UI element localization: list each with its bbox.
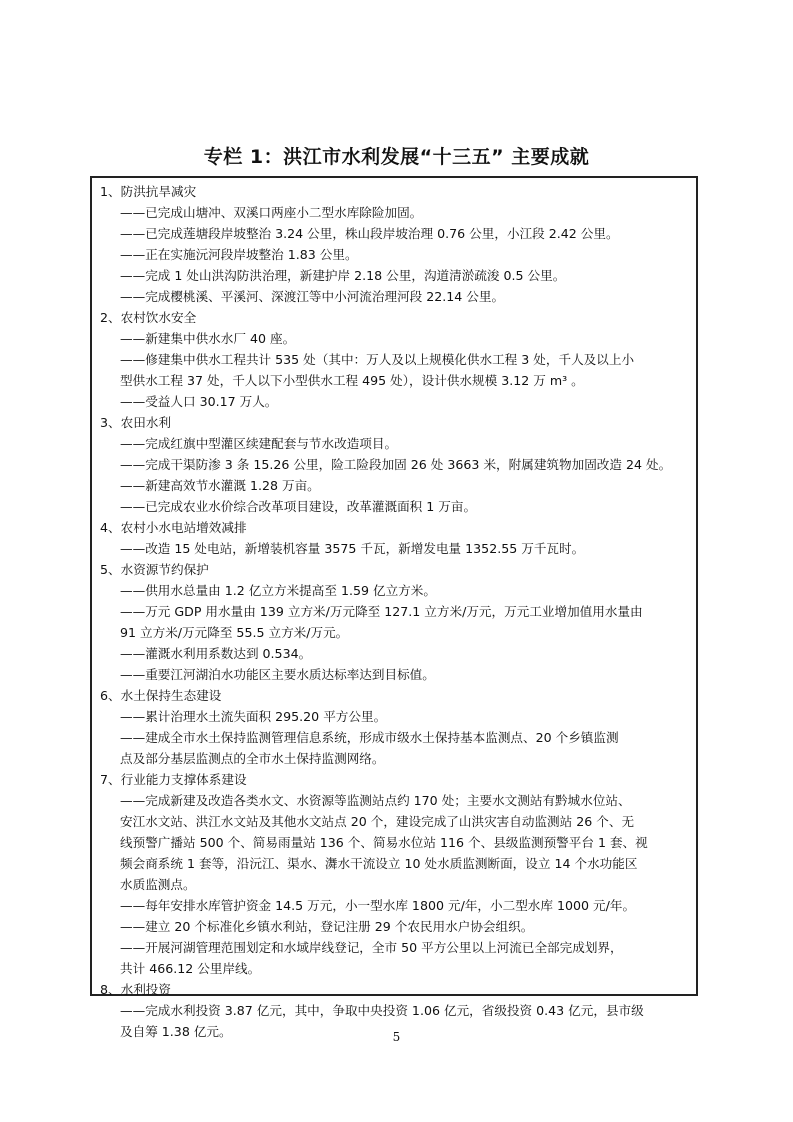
- page-number: 5: [392, 1030, 401, 1044]
- achievement-item: [100, 244, 688, 265]
- achievement-item-line: 水质监测点。: [120, 877, 196, 892]
- achievement-item-line: ——新建高效节水灌溉 1.28 万亩。: [120, 478, 320, 493]
- section-heading: 4、农村小水电站增效减排: [100, 520, 247, 535]
- achievement-item-line: 型供水工程 37 处，千人以下小型供水工程 495 处），设计供水规模 3.12 万 m³ 。: [120, 373, 584, 388]
- achievement-item: [100, 391, 688, 412]
- achievement-item: [100, 223, 688, 244]
- achievement-item: [100, 790, 688, 895]
- achievement-item-line: ——已完成莲塘段岸坡整治 3.24 公里，株山段岸坡治理 0.76 公里，小江段 2.42 公里。: [120, 226, 619, 241]
- achievement-item-line: ——重要江河湖泊水功能区主要水质达标率达到目标值。: [120, 667, 435, 682]
- achievement-item-line: ——建成全市水土保持监测管理信息系统，形成市级水土保持基本监测点、20 个乡镇监测: [120, 730, 619, 745]
- achievement-item-line: 共计 466.12 公里岸线。: [120, 961, 261, 976]
- achievement-item: [100, 664, 688, 685]
- achievement-item: [100, 454, 688, 475]
- achievement-item: [100, 538, 688, 559]
- achievement-item-line: ——新建集中供水水厂 40 座。: [120, 331, 296, 346]
- achievement-item: [100, 937, 688, 979]
- section-heading: 5、水资源节约保护: [100, 562, 209, 577]
- achievements-table: [90, 176, 698, 1039]
- achievement-item-line: ——正在实施沅河段岸坡整治 1.83 公里。: [120, 247, 358, 262]
- achievement-item-line: 线预警广播站 500 个、简易雨量站 136 个、简易水位站 116 个、县级监测预警平台 1 套、视: [120, 835, 648, 850]
- section-heading: 3、农田水利: [100, 415, 171, 430]
- section-heading: 1、防洪抗旱减灾: [100, 184, 197, 199]
- achievement-item-line: ——完成樱桃溪、平溪河、深渡江等中小河流治理河段 22.14 公里。: [120, 289, 505, 304]
- achievement-item: [100, 643, 688, 664]
- achievement-item: [100, 916, 688, 937]
- section-1: [100, 181, 688, 307]
- achievement-item-line: ——累计治理水土流失面积 295.20 平方公里。: [120, 709, 387, 724]
- achievement-item-line: 点及部分基层监测点的全市水土保持监测网络。: [120, 751, 385, 766]
- achievement-item-line: 91 立方米/万元降至 55.5 立方米/万元。: [120, 625, 349, 640]
- achievement-item-line: ——每年安排水库管护资金 14.5 万元，小一型水库 1800 元/年，小二型水库 1000 元/年。: [120, 898, 636, 913]
- achievement-item: [100, 601, 688, 643]
- achievement-item: [100, 433, 688, 454]
- section-heading: 8、水利投资: [100, 982, 171, 997]
- achievement-item: [100, 475, 688, 496]
- achievement-item: [100, 496, 688, 517]
- section-2: [100, 307, 688, 412]
- achievement-item-line: ——开展河湖管理范围划定和水域岸线登记，全市 50 平方公里以上河流已全部完成划界，: [120, 940, 623, 955]
- achievement-item-line: ——建立 20 个标准化乡镇水利站，登记注册 29 个农民用水户协会组织。: [120, 919, 534, 934]
- section-6: [100, 685, 688, 769]
- achievement-item-line: ——万元 GDP 用水量由 139 立方米/万元降至 127.1 立方米/万元，万元工业增加值用水量由: [120, 604, 643, 619]
- achievement-item: [100, 706, 688, 727]
- section-4: [100, 517, 688, 559]
- section-heading: 2、农村饮水安全: [100, 310, 197, 325]
- achievement-item-line: ——已完成山塘冲、双溪口两座小二型水库除险加固。: [120, 205, 423, 220]
- achievement-item-line: ——完成 1 处山洪沟防洪治理，新建护岸 2.18 公里，沟道清淤疏浚 0.5 公里。: [120, 268, 566, 283]
- achievement-item: [100, 895, 688, 916]
- achievement-item: [100, 286, 688, 307]
- section-5: [100, 559, 688, 685]
- achievement-item: [100, 265, 688, 286]
- section-heading: 6、水土保持生态建设: [100, 688, 222, 703]
- achievement-item: [100, 727, 688, 769]
- section-heading: 7、行业能力支撑体系建设: [100, 772, 247, 787]
- achievement-item-line: 及自筹 1.38 亿元。: [120, 1024, 232, 1039]
- achievement-item: [100, 202, 688, 223]
- achievement-item-line: ——改造 15 处电站，新增装机容量 3575 千瓦，新增发电量 1352.55 万千瓦时。: [120, 541, 585, 556]
- achievement-item-line: ——完成干渠防渗 3 条 15.26 公里，险工险段加固 26 处 3663 米，附属建筑物加固改造 24 处。: [120, 457, 672, 472]
- achievement-item: [100, 349, 688, 391]
- section-7: [100, 769, 688, 979]
- achievement-item-line: ——供用水总量由 1.2 亿立方米提高至 1.59 亿立方米。: [120, 583, 436, 598]
- achievement-item-line: ——已完成农业水价综合改革项目建设，改革灌溉面积 1 万亩。: [120, 499, 477, 514]
- achievement-item-line: ——灌溉水利用系数达到 0.534。: [120, 646, 312, 661]
- achievement-item-line: ——完成新建及改造各类水文、水资源等监测站点约 170 处；主要水文测站有黔城水位站、: [120, 793, 631, 808]
- page-title: 专栏 1：洪江市水利发展“十三五” 主要成就: [203, 146, 590, 168]
- achievement-item-line: ——修建集中供水工程共计 535 处（其中：万人及以上规模化供水工程 3 处，千人及以上小: [120, 352, 635, 367]
- achievement-item: [100, 328, 688, 349]
- achievement-item-line: 安江水文站、洪江水文站及其他水文站点 20 个，建设完成了山洪灾害自动监测站 26 个、无: [120, 814, 635, 829]
- achievement-item: [100, 580, 688, 601]
- achievement-item-line: 频会商系统 1 套等，沿沅江、渠水、㵲水干流设立 10 处水质监测断面，设立 14 个水功能区: [120, 856, 638, 871]
- achievement-item-line: ——受益人口 30.17 万人。: [120, 394, 278, 409]
- achievement-item-line: ——完成水利投资 3.87 亿元，其中，争取中央投资 1.06 亿元，省级投资 0.43 亿元，县市级: [120, 1003, 644, 1018]
- section-3: [100, 412, 688, 517]
- achievement-item-line: ——完成红旗中型灌区续建配套与节水改造项目。: [120, 436, 398, 451]
